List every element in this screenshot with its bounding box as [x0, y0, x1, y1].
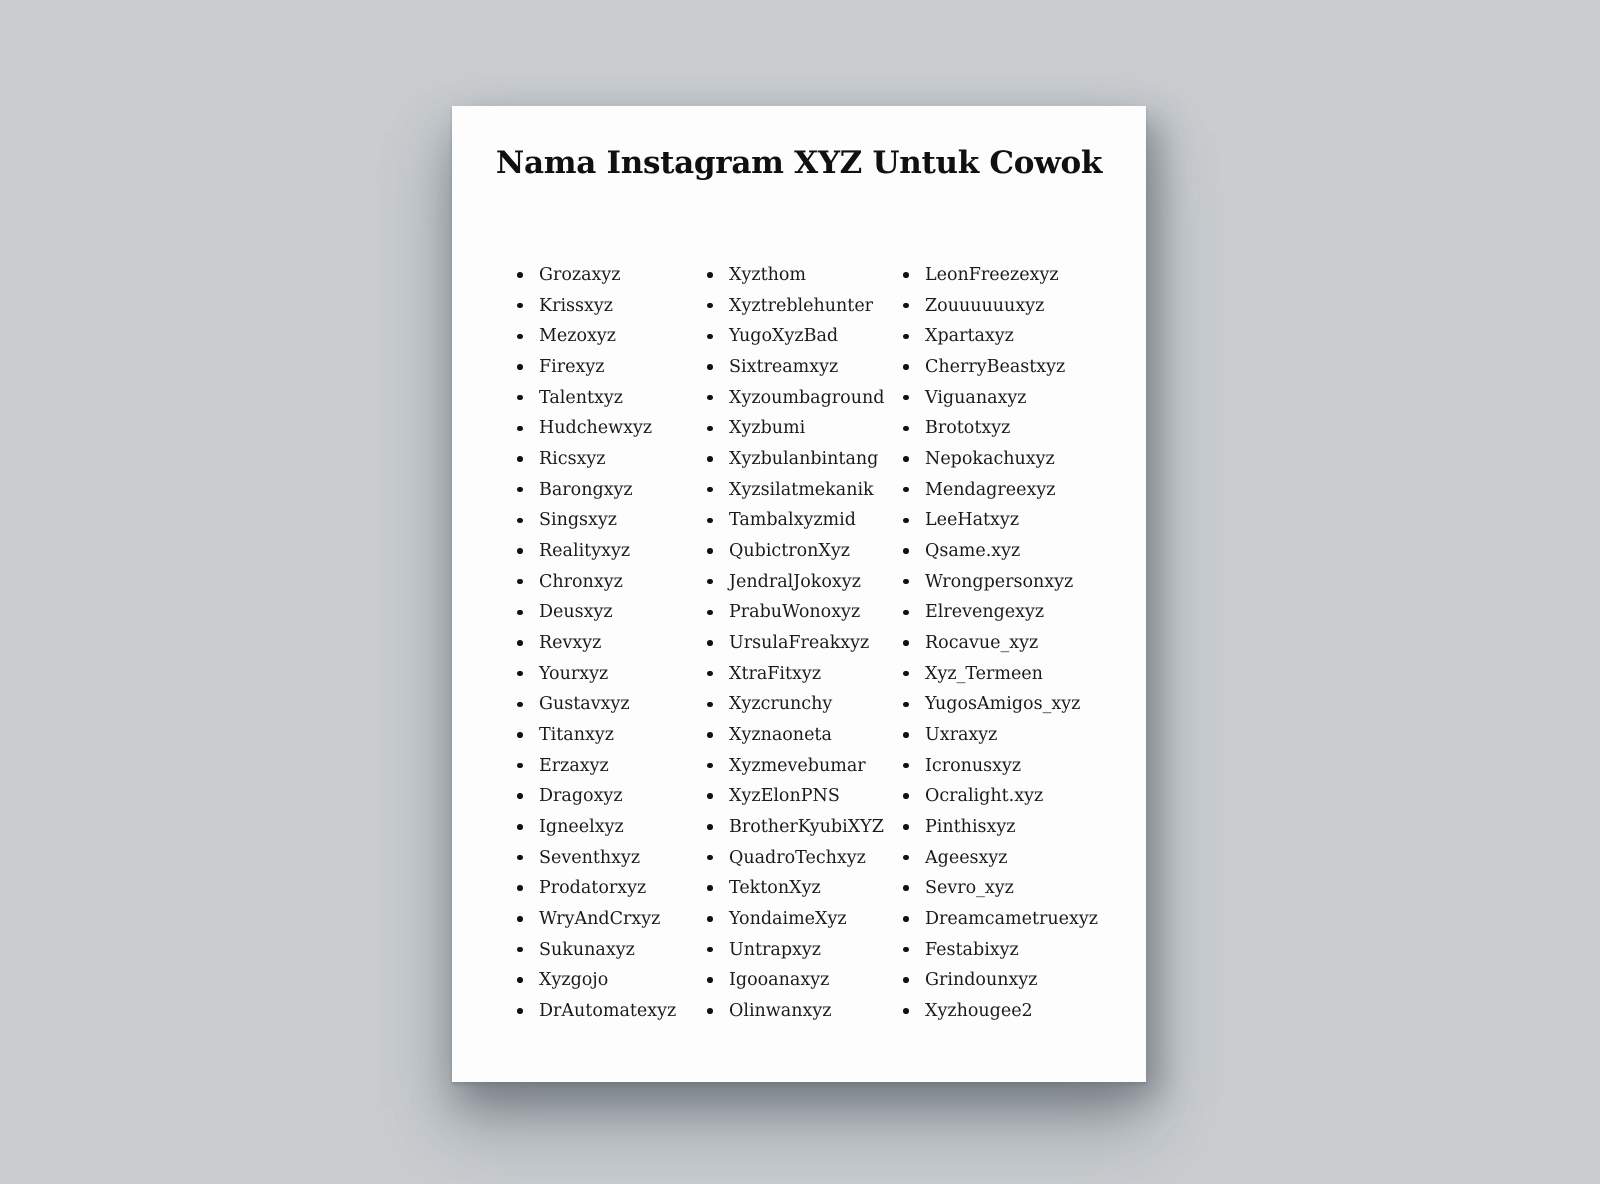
list-item-text: Zouuuuuuxyz: [925, 295, 1045, 316]
list-item-text: Ocralight.xyz: [925, 786, 1044, 807]
list-item: [903, 812, 1098, 843]
list-item: [707, 658, 903, 689]
list-item: [903, 873, 1098, 904]
bullet-icon: [517, 885, 523, 891]
list-item-text: Viguanaxyz: [925, 387, 1027, 408]
list-item-text: Xyzcrunchy: [729, 694, 833, 715]
list-item-text: Untrapxyz: [729, 939, 822, 960]
list-item-text: Festabixyz: [925, 939, 1019, 960]
list-item: [517, 505, 707, 536]
bullet-icon: [903, 426, 909, 432]
list-item-text: Xyzmevebumar: [729, 755, 866, 776]
list-item-text: Hudchewxyz: [539, 418, 653, 439]
list-item-text: Sevro_xyz: [925, 878, 1014, 899]
bullet-icon: [517, 977, 523, 983]
list-item: [517, 413, 707, 444]
bullet-icon: [707, 364, 713, 370]
list-item-text: Uxraxyz: [925, 724, 998, 745]
bullet-icon: [903, 334, 909, 340]
bullet-icon: [707, 947, 713, 953]
list-item: [707, 812, 903, 843]
bullet-icon: [903, 548, 909, 554]
list-item: [707, 566, 903, 597]
list-item-text: Xyzsilatmekanik: [729, 479, 874, 500]
list-item-text: Talentxyz: [539, 387, 623, 408]
bullet-icon: [707, 610, 713, 616]
list-item-text: Chronxyz: [539, 571, 623, 592]
list-item-text: WryAndCrxyz: [539, 908, 661, 929]
list-item-text: Grozaxyz: [539, 265, 621, 286]
list-item-text: Xyzoumbaground: [729, 387, 885, 408]
bullet-icon: [903, 702, 909, 708]
list-item: [707, 904, 903, 935]
list-item-text: Nepokachuxyz: [925, 449, 1055, 470]
list-item: [903, 474, 1098, 505]
list-item: [517, 321, 707, 352]
bullet-icon: [903, 947, 909, 953]
bullet-icon: [517, 671, 523, 677]
bullet-icon: [707, 548, 713, 554]
bullet-icon: [707, 671, 713, 677]
bullet-icon: [903, 885, 909, 891]
list-item: [903, 505, 1098, 536]
list-item: [707, 996, 903, 1027]
list-item-text: Sixtreamxyz: [729, 357, 839, 378]
list-item-text: Xyzbumi: [729, 418, 806, 439]
list-item: [517, 842, 707, 873]
bullet-icon: [707, 702, 713, 708]
list-item-text: QuadroTechxyz: [729, 847, 866, 868]
bullet-icon: [517, 824, 523, 830]
bullet-icon: [903, 793, 909, 799]
list-item-text: LeeHatxyz: [925, 510, 1020, 531]
bullet-icon: [903, 487, 909, 493]
list-item-text: Erzaxyz: [539, 755, 609, 776]
list-item: [707, 750, 903, 781]
list-item: [707, 536, 903, 567]
bullet-icon: [903, 272, 909, 278]
list-item-text: Yourxyz: [539, 663, 609, 684]
list-item: [903, 628, 1098, 659]
bullet-icon: [707, 426, 713, 432]
bullet-icon: [707, 732, 713, 738]
list-item-text: Titanxyz: [539, 724, 614, 745]
bullet-icon: [903, 456, 909, 462]
bullet-icon: [517, 763, 523, 769]
list-item: [707, 934, 903, 965]
list-item: [903, 536, 1098, 567]
bullet-icon: [707, 885, 713, 891]
list-item-text: Revxyz: [539, 632, 602, 653]
list-item-text: Grindounxyz: [925, 970, 1038, 991]
list-item-text: Realityxyz: [539, 540, 631, 561]
list-item: [517, 260, 707, 291]
list-item-text: Prodatorxyz: [539, 878, 647, 899]
list-item: [903, 321, 1098, 352]
name-list-column-3: [903, 260, 1098, 1026]
list-item: [517, 720, 707, 751]
bullet-icon: [707, 763, 713, 769]
list-item-text: Mendagreexyz: [925, 479, 1056, 500]
list-item: [517, 812, 707, 843]
list-item: [903, 781, 1098, 812]
list-item-text: Xyzgojo: [539, 970, 609, 991]
list-item: [707, 444, 903, 475]
bullet-icon: [517, 548, 523, 554]
bullet-icon: [903, 640, 909, 646]
list-item: [707, 321, 903, 352]
list-item: [517, 873, 707, 904]
list-item-text: UrsulaFreakxyz: [729, 632, 870, 653]
list-item-text: Ageesxyz: [925, 847, 1008, 868]
list-item-text: Xyznaoneta: [729, 724, 832, 745]
bullet-icon: [707, 272, 713, 278]
list-item: [903, 352, 1098, 383]
list-item-text: LeonFreezexyz: [925, 265, 1059, 286]
list-item: [517, 965, 707, 996]
bullet-icon: [517, 364, 523, 370]
list-item-text: Xyzthom: [729, 265, 806, 286]
bullet-icon: [903, 824, 909, 830]
list-item: [707, 474, 903, 505]
bullet-icon: [707, 916, 713, 922]
bullet-icon: [903, 977, 909, 983]
list-item-text: QubictronXyz: [729, 540, 850, 561]
list-item: [903, 904, 1098, 935]
bullet-icon: [903, 303, 909, 309]
list-item: [517, 597, 707, 628]
bullet-icon: [707, 518, 713, 524]
bullet-icon: [903, 364, 909, 370]
list-item: [707, 965, 903, 996]
list-item: [707, 720, 903, 751]
list-item-text: Xyzhougee2: [925, 1000, 1033, 1021]
bullet-icon: [707, 855, 713, 861]
bullet-icon: [517, 610, 523, 616]
list-item: [903, 996, 1098, 1027]
list-item: [903, 689, 1098, 720]
list-item-text: Xyztreblehunter: [729, 295, 874, 316]
list-item-text: Singsxyz: [539, 510, 618, 531]
list-item-text: Krissxyz: [539, 295, 613, 316]
bullet-icon: [707, 579, 713, 585]
list-item-text: Rocavue_xyz: [925, 632, 1039, 653]
list-item-text: Xyz_Termeen: [925, 663, 1043, 684]
bullet-icon: [517, 793, 523, 799]
list-item: [517, 750, 707, 781]
list-item: [517, 689, 707, 720]
bullet-icon: [707, 640, 713, 646]
list-item-text: Pinthisxyz: [925, 816, 1016, 837]
list-item-text: YugoXyzBad: [729, 326, 839, 347]
bullet-icon: [517, 518, 523, 524]
list-item: [903, 720, 1098, 751]
name-list-columns: [452, 260, 1146, 1026]
list-item: [517, 934, 707, 965]
list-item-text: Elrevengexyz: [925, 602, 1045, 623]
list-item: [707, 842, 903, 873]
bullet-icon: [903, 916, 909, 922]
list-item: [903, 597, 1098, 628]
bullet-icon: [707, 303, 713, 309]
bullet-icon: [517, 855, 523, 861]
bullet-icon: [903, 671, 909, 677]
bullet-icon: [903, 1008, 909, 1014]
bullet-icon: [903, 579, 909, 585]
list-item: [517, 658, 707, 689]
bullet-icon: [903, 763, 909, 769]
list-item: [903, 658, 1098, 689]
list-item-text: Brototxyz: [925, 418, 1011, 439]
list-item-text: Tambalxyzmid: [729, 510, 856, 531]
list-item: [707, 689, 903, 720]
bullet-icon: [707, 487, 713, 493]
list-item-text: Sukunaxyz: [539, 939, 635, 960]
list-item-text: Qsame.xyz: [925, 540, 1021, 561]
bullet-icon: [707, 793, 713, 799]
list-item: [903, 290, 1098, 321]
list-item-text: Firexyz: [539, 357, 605, 378]
list-item-text: Xyzbulanbintang: [729, 449, 879, 470]
list-item: [517, 628, 707, 659]
list-item-text: Barongxyz: [539, 479, 633, 500]
bullet-icon: [707, 1008, 713, 1014]
bullet-icon: [903, 732, 909, 738]
list-item: [517, 382, 707, 413]
list-item: [903, 750, 1098, 781]
list-item-text: Mezoxyz: [539, 326, 617, 347]
list-item-text: DrAutomatexyz: [539, 1000, 677, 1021]
name-list-column-1: [517, 260, 707, 1026]
list-item-text: YondaimeXyz: [729, 908, 847, 929]
list-item-text: Seventhxyz: [539, 847, 641, 868]
bullet-icon: [517, 1008, 523, 1014]
bullet-icon: [517, 456, 523, 462]
list-item: [903, 382, 1098, 413]
list-item: [517, 566, 707, 597]
list-item-text: Igneelxyz: [539, 816, 624, 837]
bullet-icon: [517, 640, 523, 646]
bullet-icon: [517, 426, 523, 432]
bullet-icon: [517, 334, 523, 340]
list-item-text: XtraFitxyz: [729, 663, 822, 684]
bullet-icon: [517, 579, 523, 585]
list-item-text: Deusxyz: [539, 602, 613, 623]
list-item-text: Icronusxyz: [925, 755, 1022, 776]
list-item-text: CherryBeastxyz: [925, 357, 1066, 378]
bullet-icon: [903, 518, 909, 524]
bullet-icon: [903, 855, 909, 861]
bullet-icon: [517, 487, 523, 493]
bullet-icon: [903, 395, 909, 401]
bullet-icon: [517, 947, 523, 953]
list-item-text: Wrongpersonxyz: [925, 571, 1074, 592]
list-item: [517, 474, 707, 505]
list-item: [903, 934, 1098, 965]
list-item-text: YugosAmigos_xyz: [925, 694, 1081, 715]
list-item: [707, 628, 903, 659]
bullet-icon: [707, 395, 713, 401]
list-item: [707, 505, 903, 536]
list-item-text: Dreamcametruexyz: [925, 908, 1098, 929]
bullet-icon: [707, 977, 713, 983]
list-item-text: Gustavxyz: [539, 694, 630, 715]
list-item: [707, 781, 903, 812]
list-item: [707, 873, 903, 904]
bullet-icon: [517, 732, 523, 738]
list-item: [707, 413, 903, 444]
list-item: [517, 536, 707, 567]
bullet-icon: [517, 303, 523, 309]
bullet-icon: [517, 272, 523, 278]
list-item: [517, 781, 707, 812]
list-item: [517, 444, 707, 475]
list-item: [903, 965, 1098, 996]
bullet-icon: [707, 456, 713, 462]
list-item-text: XyzElonPNS: [729, 786, 840, 807]
list-item-text: Igooanaxyz: [729, 970, 830, 991]
list-item: [903, 413, 1098, 444]
document-page: [452, 106, 1146, 1082]
list-item-text: TektonXyz: [729, 878, 821, 899]
list-item-text: Olinwanxyz: [729, 1000, 832, 1021]
list-item: [903, 260, 1098, 291]
list-item-text: Ricsxyz: [539, 449, 606, 470]
bullet-icon: [707, 824, 713, 830]
list-item: [517, 904, 707, 935]
list-item: [903, 842, 1098, 873]
list-item: [517, 996, 707, 1027]
list-item: [707, 260, 903, 291]
list-item-text: Xpartaxyz: [925, 326, 1014, 347]
list-item-text: JendralJokoxyz: [729, 571, 861, 592]
bullet-icon: [517, 702, 523, 708]
list-item: [707, 597, 903, 628]
list-item-text: PrabuWonoxyz: [729, 602, 861, 623]
bullet-icon: [903, 610, 909, 616]
bullet-icon: [517, 395, 523, 401]
list-item: [903, 444, 1098, 475]
list-item: [517, 352, 707, 383]
bullet-icon: [707, 334, 713, 340]
list-item: [707, 382, 903, 413]
list-item: [707, 352, 903, 383]
name-list-column-2: [707, 260, 903, 1026]
list-item-text: Dragoxyz: [539, 786, 623, 807]
list-item: [707, 290, 903, 321]
list-item-text: BrotherKyubiXYZ: [729, 816, 884, 837]
page-title: Nama Instagram XYZ Untuk Cowok: [495, 145, 1103, 181]
bullet-icon: [517, 916, 523, 922]
list-item: [517, 290, 707, 321]
list-item: [903, 566, 1098, 597]
